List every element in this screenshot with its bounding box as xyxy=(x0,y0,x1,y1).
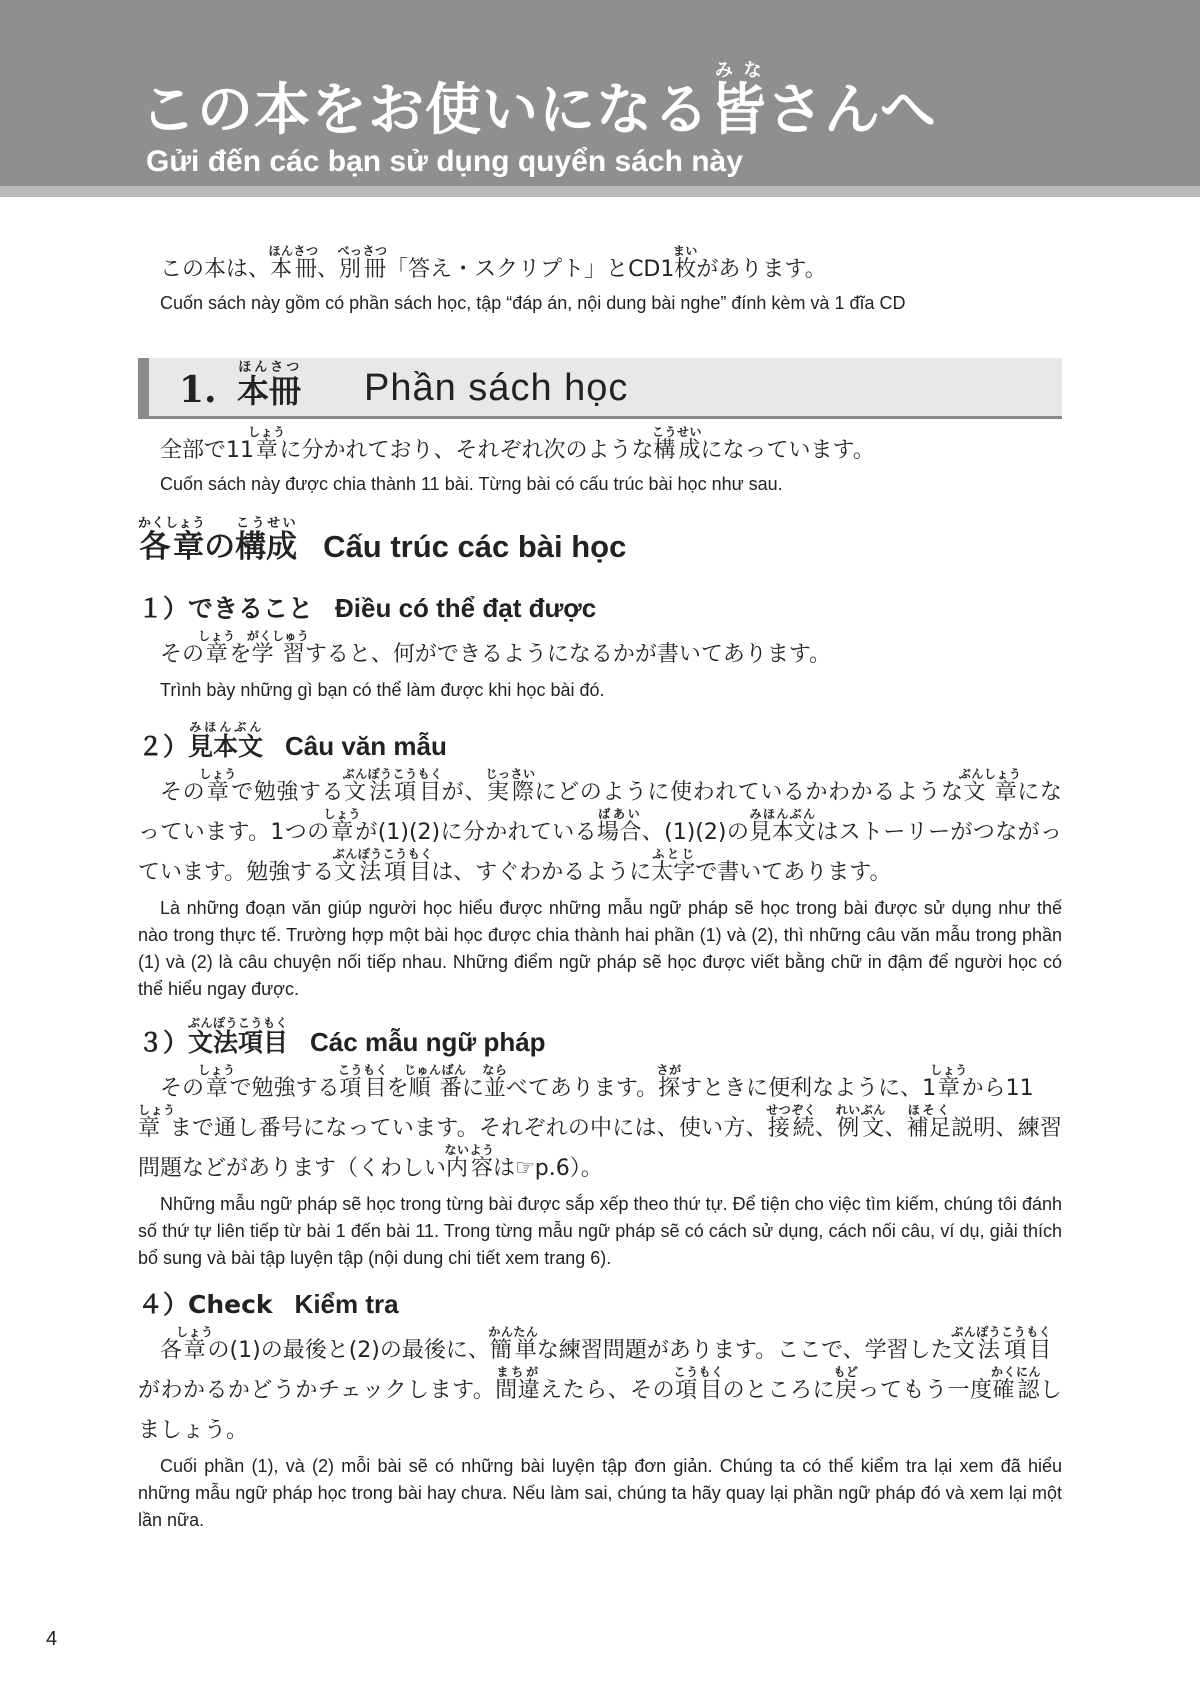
header-banner xyxy=(0,0,1200,197)
item-heading: １）できること Điều có thể đạt được xyxy=(138,593,597,623)
item-heading: ２）見本文みほんぶんCâu văn mẫu xyxy=(138,720,447,761)
item-can-do xyxy=(138,588,1062,704)
section-body-vn: Cuốn sách này được chia thành 11 bài. Từng bài có cấu trúc bài học như sau. xyxy=(160,474,783,494)
intro-block xyxy=(160,244,1080,317)
item-vn-text: Cuối phần (1), và (2) mỗi bài sẽ có những bài luyện tập đơn giản. Chúng ta có thể kiểm tra lại xem đã hiểu những mẫu ngữ pháp học trong bài hay chưa. Nếu làm sai, chúng ta hãy quay lại phần ngữ pháp đó và xem lại một lần nữa. xyxy=(138,1456,1062,1530)
section-heading-bar xyxy=(138,358,1062,419)
page-title: この本をお使いになる皆みなさんへ xyxy=(140,60,937,143)
item-vn-text: Những mẫu ngữ pháp sẽ học trong từng bài được sắp xếp theo thứ tự. Để tiện cho việc tìm kiếm, chúng tôi đánh số thứ tự liên tiếp từ bài 1 đến bài 11. Trong từng mẫu ngữ pháp sẽ có cách sử dụng, cách nối câu, ví dụ, giải thích bổ sung và bài tập luyện tập (nội dung chi tiết xem trang 6). xyxy=(138,1194,1062,1268)
item-vn-text: Là những đoạn văn giúp người học hiểu được những mẫu ngữ pháp sẽ học trong bài được sử dụng như thế nào trong thực tế. Trường hợp một bài học được chia thành hai phần (1) và (2), thì những câu văn mẫu trong phần (1) và (2) là câu chuyện nối tiếp nhau. Những điểm ngữ pháp sẽ học được viết bằng chữ in đậm để người học có thể hiểu ngay được. xyxy=(138,898,1062,999)
item-heading: ４）Check Kiểm tra xyxy=(138,1289,399,1319)
section-body xyxy=(160,425,1070,498)
section-number: 1. xyxy=(179,369,217,411)
item-grammar-points xyxy=(138,1016,1062,1272)
item-heading: ３）文法項目ぶんぽうこうもくCác mẫu ngữ pháp xyxy=(138,1016,546,1057)
item-vn-text: Trình bày những gì bạn có thể làm được khi học bài đó. xyxy=(160,680,605,700)
structure-heading: 各章かくしょうの構成こうせいCấu trúc các bài học xyxy=(138,516,627,565)
item-sample-text xyxy=(138,720,1062,1003)
section-title-jp: 本冊ほんさつ xyxy=(237,360,302,410)
structure-heading-vn: Cấu trúc các bài học xyxy=(323,529,627,564)
page-subtitle: Gửi đến các bạn sử dụng quyển sách này xyxy=(146,145,743,178)
item-jp-text: その章しょうを学習がくしゅうすると、何ができるようになるかが書いてあります。 xyxy=(160,629,832,667)
section-title-vn: Phần sách học xyxy=(364,367,629,409)
intro-vn: Cuốn sách này gồm có phần sách học, tập “đáp án, nội dung bài nghe” đính kèm và 1 đĩa CD xyxy=(160,293,906,313)
item-check xyxy=(138,1284,1062,1534)
item-jp-text: その章しょうで勉強する文法項目ぶんぽうこうもくが、実際じっさいにどのように使われているかわかるような文章ぶんしょうになっています。1つの章しょうが(1)(2)に分かれている場合ばあい、(1)(2)の見本文みほんぶんはストーリーがつながっています。勉強する文法項目ぶんぽうこうもくは、すぐわかるように太字ふとじで書いてあります。 xyxy=(138,767,1062,885)
page-number: 4 xyxy=(46,1628,58,1650)
section-body-jp: 全部で11章しょうに分かれており、それぞれ次のような構成こうせいになっています。 xyxy=(160,425,875,463)
item-jp-text: 各章しょうの(1)の最後と(2)の最後に、簡単かんたんな練習問題があります。ここで、学習した文法ぶんぽう項目こうもくがわかるかどうかチェックします。間違まちがえたら、その項目こうもくのところに戻もどってもう一度確認かくにんしましょう。 xyxy=(138,1325,1062,1443)
intro-jp: この本は、本冊ほんさつ、別冊べっさつ「答え・スクリプト」とCD1枚まいがあります。 xyxy=(160,244,827,282)
item-jp-text: その章しょうで勉強する項目こうもくを順番じゅんばんに並ならべてあります。探さがすときに便利なように、1章しょうから11章しょうまで通し番号になっています。それぞれの中には、使い方、接続せつぞく、例文れいぶん、補足ほそく説明、練習問題などがあります（くわしい内容ないようは☞p.6）。 xyxy=(138,1063,1062,1181)
